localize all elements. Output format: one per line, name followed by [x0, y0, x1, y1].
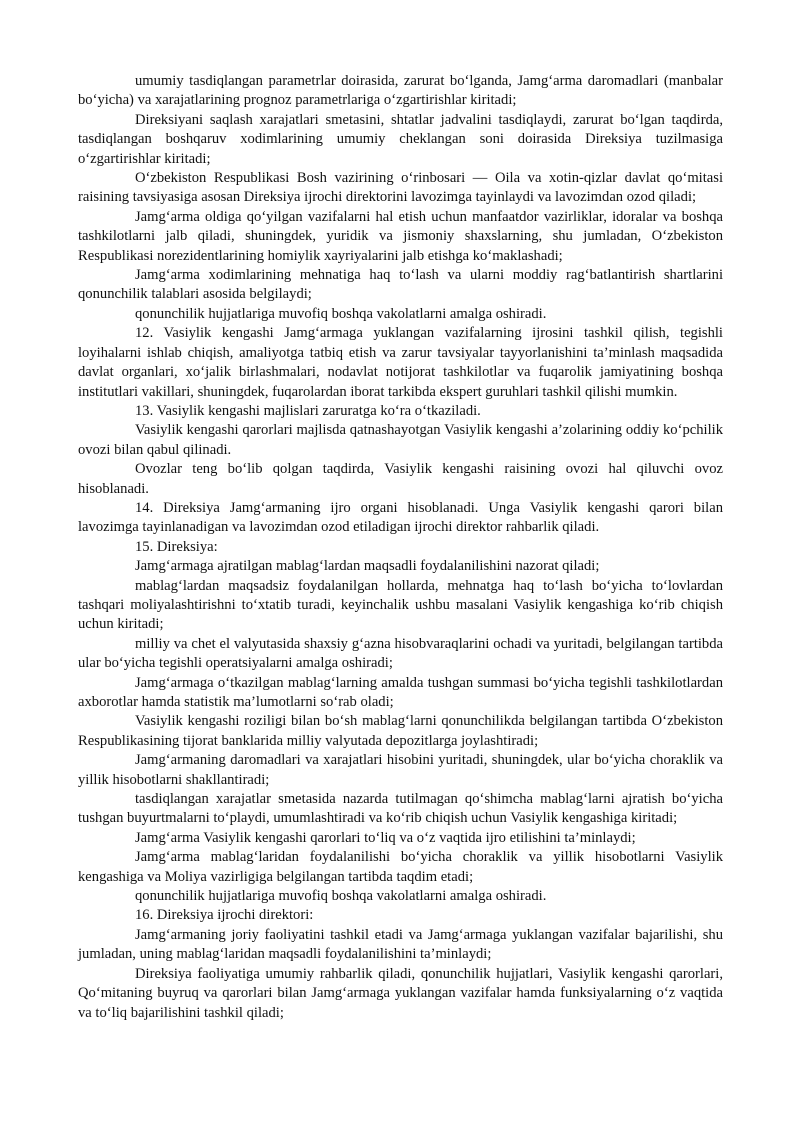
paragraph-tie-vote: Ovozlar teng bo‘lib qolgan taqdirda, Vasiylik kengashi raisining ovozi hal qiluvchi ovoz hisoblanadi.: [78, 461, 723, 497]
paragraph-section-14: 14. Direksiya Jamg‘armaning ijro organi hisoblanadi. Unga Vasiylik kengashi qarori bilan lavozimga tayinlanadigan va lavozimdan ozod etiladigan ijrochi direktor rahbarlik qiladi.: [78, 499, 723, 536]
paragraph-additional-funds: tasdiqlangan xarajatlar smetasida nazarda tutilmagan qo‘shimcha mablag‘larni ajratish bo‘yicha tushgan buyurtmalarni to‘playdi, umumlashtiradi va ko‘rib chiqish uchun Vasiylik kengashiga kiritadi;: [78, 791, 723, 827]
paragraph-section-12: 12. Vasiylik kengashi Jamg‘armaga yuklangan vazifalarning ijrosini tashkil qilish, tegishli loyihalarni ishlab chiqish, amaliyotga tatbiq etish va zarur tavsiyalar tayyorlanishini ta’minlash maqsadida davlat organlari, xo‘jalik birlashmalari, nodavlat notijorat tashkilotlar va fuqarolik jamiyatining boshqa institutlari vakillari, shuningdek, fuqarolardan iborat tarkibda ekspert guruhlari tashkil qilishi mumkin.: [78, 325, 723, 400]
paragraph-budget-parameters: umumiy tasdiqlangan parametrlar doirasida, zarurat bo‘lganda, Jamg‘arma daromadlari (manbalar bo‘yicha) va xarajatlarining prognoz parametrlariga o‘zgartirishlar kiritadi;: [78, 73, 723, 109]
paragraph-other-powers-2: qonunchilik hujjatlariga muvofiq boshqa vakolatlarni amalga oshiradi.: [135, 888, 547, 905]
paragraph-submit-reports: Jamg‘arma mablag‘laridan foydalanilishi bo‘yicha choraklik va yillik hisobotlarni Vasiylik kengashiga va Moliya vazirligiga belgilangan tartibda taqdim etadi;: [78, 849, 723, 885]
paragraph-section-15-heading: 15. Direksiya:: [135, 538, 218, 555]
paragraph-current-activity: Jamg‘armaning joriy faoliyatini tashkil etadi va Jamg‘armaga yuklangan vazifalar bajarilishi, shu jumladan, uning mablag‘laridan maqsadli foydalanilishini ta’minlaydi;: [78, 926, 723, 963]
paragraph-staff-remuneration: Jamg‘arma xodimlarining mehnatiga haq to‘lash va ularni moddiy rag‘batlantirish shartlarini qonunchilik talablari asosida belgilaydi;: [78, 267, 723, 303]
paragraph-section-16-heading: 16. Direksiya ijrochi direktori:: [135, 907, 314, 924]
paragraph-accounting: Jamg‘armaning daromadlari va xarajatlari hisobini yuritadi, shuningdek, ular bo‘yicha choraklik va yillik hisobotlarni shakllantiradi;: [78, 752, 723, 788]
document-page: [78, 72, 723, 1023]
paragraph-treasury-accounts: milliy va chet el valyutasida shaxsiy g‘azna hisobvaraqlarini ochadi va yuritadi, belgilangan tartibda ular bo‘yicha tegishli operatsiyalarni amalga oshiradi;: [78, 635, 723, 672]
paragraph-attract-organizations: Jamg‘arma oldiga qo‘yilgan vazifalarni hal etish uchun manfaatdor vazirliklar, idoralar va boshqa tashkilotlarni jalb qiladi, shuningdek, yuridik va jismoniy shaxslarning, shu jumladan, O‘zbekiston Respublikasi norezidentlarining homiylik xayriyalarini jalb etishga ko‘maklashadi;: [78, 208, 723, 264]
paragraph-deposits: Vasiylik kengashi roziligi bilan bo‘sh mablag‘larni qonunchilikda belgilangan tartibda O‘zbekiston Respublikasining tijorat banklarida milliy valyutada depozitlarga joylashtiradi;: [78, 713, 723, 749]
paragraph-directorate-estimate: Direksiyani saqlash xarajatlari smetasini, shtatlar jadvalini tasdiqlaydi, zarurat bo‘lgan taqdirda, tasdiqlangan boshqaruv xodimlarining umumiy cheklangan soni doirasida Direksiya tuzilmasiga o‘zgartirishlar kiritadi;: [78, 111, 723, 167]
paragraph-section-13: 13. Vasiylik kengashi majlislari zaruratga ko‘ra o‘tkaziladi.: [135, 402, 481, 419]
paragraph-other-powers: qonunchilik hujjatlariga muvofiq boshqa vakolatlarni amalga oshiradi.: [135, 305, 547, 322]
paragraph-monitor-funds: Jamg‘armaga ajratilgan mablag‘lardan maqsadli foydalanilishini nazorat qiladi;: [135, 558, 600, 575]
paragraph-general-management: Direksiya faoliyatiga umumiy rahbarlik qiladi, qonunchilik hujjatlari, Vasiylik kengashi qarorlari, Qo‘mitaning buyruq va qarorlari bilan Jamg‘armaga yuklangan vazifalar hamda funksiyalarning o‘z vaqtida va to‘liq bajarilishini tashkil qiladi;: [78, 965, 723, 1021]
paragraph-director-appointment: O‘zbekiston Respublikasi Bosh vazirining o‘rinbosari — Oila va xotin-qizlar davlat qo‘mitasi raisining tavsiyasiga asosan Direksiya ijrochi direktorini lavozimga tayinlaydi va lavozimdan ozod qiladi;: [78, 170, 723, 206]
paragraph-decisions-majority: Vasiylik kengashi qarorlari majlisda qatnashayotgan Vasiylik kengashi a’zolarining oddiy ko‘pchilik ovozi bilan qabul qilinadi.: [78, 422, 723, 458]
paragraph-execute-decisions: Jamg‘arma Vasiylik kengashi qarorlari to‘liq va o‘z vaqtida ijro etilishini ta’minlaydi;: [135, 829, 636, 846]
paragraph-suspend-financing: mablag‘lardan maqsadsiz foydalanilgan hollarda, mehnatga haq to‘lash bo‘yicha to‘lovlardan tashqari moliyalashtirishni to‘xtatib turadi, keyinchalik ushbu masalani Vasiylik kengashiga ko‘rib chiqish uchun kiritadi;: [78, 577, 723, 633]
paragraph-request-information: Jamg‘armaga o‘tkazilgan mablag‘larning amalda tushgan summasi bo‘yicha tegishli tashkilotlardan axborotlar hamda statistik ma’lumotlarni so‘rab oladi;: [78, 674, 723, 710]
